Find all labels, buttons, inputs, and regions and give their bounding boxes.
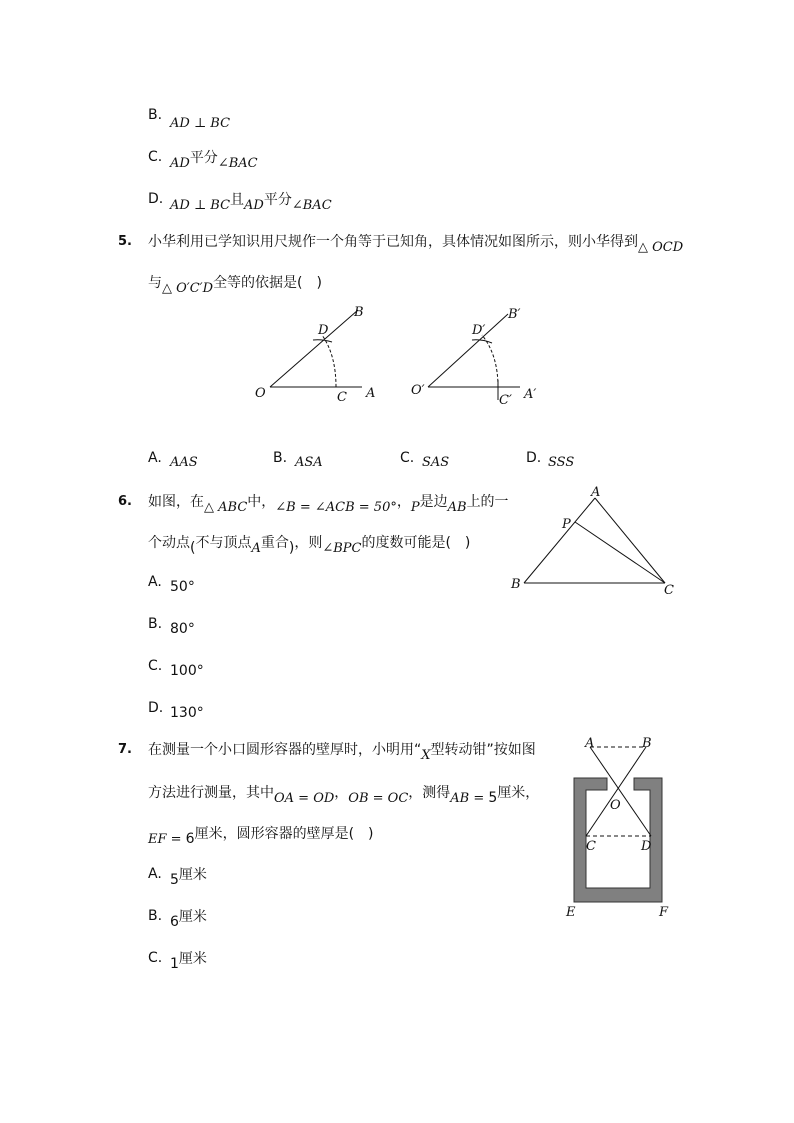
q6-angle-bpc: ∠BPC <box>322 541 362 556</box>
label-a: A <box>585 736 595 751</box>
q6-option-d-label: D. <box>148 700 164 716</box>
label-o2: O′ <box>411 383 425 398</box>
q7-option-a-num: 5 <box>170 872 179 888</box>
q7-option-c-unit: 厘米 <box>178 951 207 967</box>
q5-figure <box>240 300 560 410</box>
q7-text-6: 厘米，圆形容器的壁厚是( ) <box>194 826 374 842</box>
q7-comma: ， <box>334 785 349 801</box>
q6-option-c-label: C. <box>148 658 163 674</box>
q4-option-c-math-1: AD <box>170 156 190 171</box>
q5-option-b-value: ASA <box>295 455 323 470</box>
q7-option-a-label: A. <box>148 866 162 882</box>
q6-figure <box>505 484 685 599</box>
q4-option-c-math-2: ∠BAC <box>217 156 258 171</box>
q7-option-b-unit: 厘米 <box>178 909 207 925</box>
q7-value-6: 6 <box>185 831 195 847</box>
label-a: A <box>366 386 376 401</box>
q5-stem-text-1: 小华利用已学知识用尺规作一个角等于已知角，具体情况如图所示，则小华得到 <box>148 234 638 250</box>
q6-text-4: 是边 <box>419 494 448 510</box>
ray-o2b2 <box>428 314 508 387</box>
arm-ad <box>590 747 651 836</box>
q4-option-d-math-1: AD ⊥ BC <box>170 198 231 213</box>
q6-text-6: 个动点 <box>148 535 190 551</box>
q6-option-a-value: 50° <box>170 579 195 595</box>
q4-option-d-cn-2: 平分 <box>263 192 292 208</box>
q7-eq-oa-od: OA = OD <box>274 791 335 806</box>
q6-option-b-value: 80° <box>170 621 195 637</box>
q7-eq-ef: EF = <box>148 832 186 847</box>
q5-option-c-value: SAS <box>422 455 450 470</box>
arc-mark-d2 <box>472 340 492 343</box>
q4-option-d-math-3: ∠BAC <box>291 198 332 213</box>
q6-triangle: △ ABC <box>204 500 248 515</box>
q7-option-a-unit: 厘米 <box>178 867 207 883</box>
q4-option-d-math-2: AD <box>244 198 264 213</box>
label-c2: C′ <box>499 393 512 408</box>
q6-text-9: ，则 <box>294 535 323 551</box>
label-d: D <box>318 323 329 338</box>
label-b: B <box>642 736 652 751</box>
q7-option-a-value <box>170 864 207 888</box>
label-b2: B′ <box>508 307 521 322</box>
q5-stem-text-2: 与 <box>148 275 162 291</box>
q6-paren-open: ( <box>190 540 196 556</box>
q6-option-b-label: B. <box>148 616 163 632</box>
q5-number: 5. <box>118 234 132 249</box>
side-ac <box>595 498 665 583</box>
q4-option-b-math: AD ⊥ BC <box>170 116 231 131</box>
q4-option-d-label: D. <box>148 191 164 207</box>
q6-stem-line1 <box>148 491 509 515</box>
q5-stem-text-3: 全等的依据是( ) <box>213 275 322 291</box>
q7-option-c-label: C. <box>148 950 163 966</box>
label-o: O <box>255 386 266 401</box>
q6-option-c-value: 100° <box>170 663 204 679</box>
q6-text-3: ， <box>396 494 411 510</box>
label-c: C <box>586 839 596 854</box>
q7-number: 7. <box>118 742 132 757</box>
label-f: F <box>659 905 669 920</box>
q6-text-1: 如图，在 <box>148 494 204 510</box>
q4-option-d-cn-1: 且 <box>230 192 245 208</box>
q5-triangle-1: △ OCD <box>638 240 684 255</box>
label-d2: D′ <box>472 323 486 338</box>
q7-text-3: 方法进行测量，其中 <box>148 785 274 801</box>
q6-text-7: 不与顶点 <box>195 535 252 551</box>
q7-value-5: 5 <box>488 790 498 806</box>
label-c: C <box>337 390 347 405</box>
arm-bc <box>586 747 646 836</box>
side-ab <box>524 498 595 583</box>
q4-option-b-text <box>170 112 230 131</box>
q5-option-a-label: A. <box>148 450 162 466</box>
q7-text-2: 型转动钳”按如图 <box>430 742 536 758</box>
q4-option-d-text <box>170 189 332 213</box>
label-o: O <box>610 798 621 813</box>
q5-option-c-label: C. <box>400 450 415 466</box>
q7-figure <box>560 732 680 924</box>
arc-c2d2 <box>482 335 498 387</box>
q6-text-8: 重合 <box>260 535 289 551</box>
label-a: A <box>591 485 601 500</box>
ray-ob <box>270 310 358 387</box>
q7-option-b-num: 6 <box>170 914 179 930</box>
q7-option-c-value <box>170 948 207 972</box>
label-p: P <box>562 517 571 532</box>
label-c: C <box>664 583 674 598</box>
arc-cd <box>322 335 336 387</box>
q5-option-b-label: B. <box>273 450 288 466</box>
label-e: E <box>566 905 576 920</box>
label-a2: A′ <box>524 387 537 402</box>
q6-point-p: P <box>410 500 420 515</box>
q5-stem-line2 <box>148 272 322 296</box>
label-d: D <box>641 839 652 854</box>
q5-stem-line1 <box>148 231 684 255</box>
q7-eq-ab: AB = <box>450 791 489 806</box>
q7-x: X <box>421 748 431 763</box>
q7-text-1: 在测量一个小口圆形容器的壁厚时，小明用“ <box>148 742 422 758</box>
q5-option-d-label: D. <box>526 450 542 466</box>
q6-text-5: 上的一 <box>466 494 509 510</box>
q4-option-c-label: C. <box>148 149 163 165</box>
q7-option-c-num: 1 <box>170 956 179 972</box>
q7-option-b-label: B. <box>148 908 163 924</box>
q6-text-2: 中， <box>247 494 276 510</box>
q7-stem-line3 <box>148 823 374 847</box>
q5-triangle-2: △ O′C′D <box>162 281 214 296</box>
q5-figure-left <box>255 305 375 405</box>
label-b: B <box>354 305 364 320</box>
q4-option-c-cn: 平分 <box>189 150 218 166</box>
q6-option-a-label: A. <box>148 574 162 590</box>
q4-option-b-label: B. <box>148 107 163 123</box>
segment-pc <box>575 522 665 583</box>
label-b: B <box>511 577 521 592</box>
q6-side-ab: AB <box>447 500 467 515</box>
q6-text-10: 的度数可能是( ) <box>361 535 471 551</box>
q6-option-d-value: 130° <box>170 705 204 721</box>
q5-option-d-value: SSS <box>548 455 575 470</box>
q7-stem-line2 <box>148 782 540 806</box>
q7-text-5: 厘米， <box>497 785 540 801</box>
q7-text-4: ，测得 <box>408 785 451 801</box>
q7-eq-ob-oc: OB = OC <box>348 791 409 806</box>
q5-figure-right <box>411 307 536 408</box>
q5-option-a-value: AAS <box>170 455 198 470</box>
q6-angles: ∠B = ∠ACB = 50° <box>275 500 397 515</box>
q6-paren-close: ) <box>288 540 295 556</box>
q7-stem-line1 <box>148 739 536 763</box>
q7-option-b-value <box>170 906 207 930</box>
q4-option-c-text <box>170 147 258 171</box>
q6-stem-line2 <box>148 532 471 556</box>
q6-number: 6. <box>118 494 132 509</box>
q6-vertex-a: A <box>251 541 261 556</box>
